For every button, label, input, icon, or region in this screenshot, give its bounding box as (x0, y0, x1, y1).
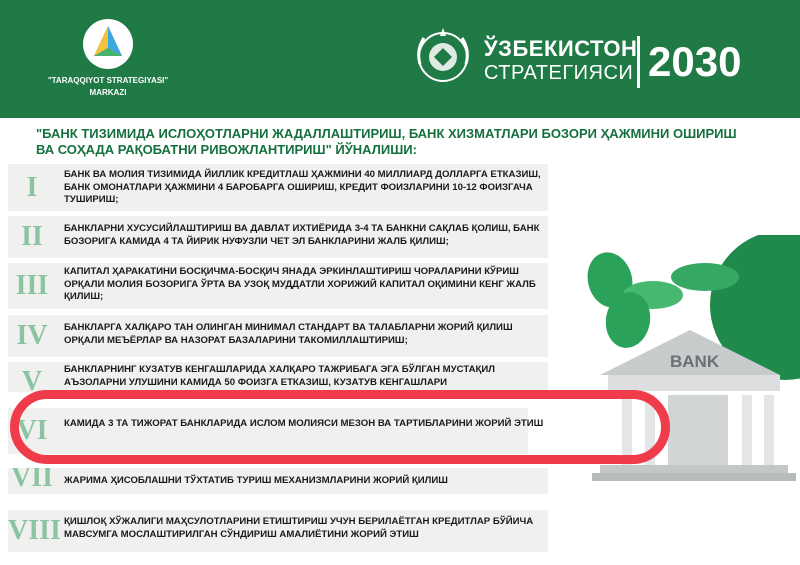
list-item (8, 362, 548, 392)
taraqqiyot-logo (38, 18, 178, 97)
bank-sign: BANK (670, 352, 720, 371)
bank-beam-shape (608, 375, 780, 391)
logo-text-line2: MARKAZI (89, 88, 127, 97)
brand-line2: СТРАТЕГИЯСИ (484, 62, 634, 84)
item-numeral: V (21, 366, 43, 392)
item-text: БАНКЛАРГА ХАЛҚАРО ТАН ОЛИНГАН МИНИМАЛ СТАНДАРТ ВА ТАЛАБЛАРНИ ЖОРИЙ ҚИЛИШ ОРҚАЛИ МЕЪЁРЛАР ВА НАЗОРАТ БАЗАЛАРИНИ ТАКОМИЛЛАШТИРИШ; (64, 322, 513, 346)
item-text: КАПИТАЛ ҲАРАКАТИНИ БОСҚИЧМА-БОСҚИЧ ЯНАДА ЭРКИНЛАШТИРИШ ЧОРАЛАРИНИ КЎРИШ ОРҚАЛИ МОЛИЯ БОЗОРИГА ЎРТА ВА УЗОҚ МУДДАТЛИ ХОРИЖИЙ КАПИТАЛ ОҚИМИНИ КЕНГ ЖАЛБ ҚИЛИШ; (64, 266, 536, 302)
item-text: ҚИШЛОҚ ХЎЖАЛИГИ МАҲСУЛОТЛАРИНИ ЕТИШТИРИШ УЧУН БЕРИЛАЁТГАН КРЕДИТЛАР БЎЙИЧА МАВСУМГА МОСЛАШТИРИЛГАН СЎНДИРИШ АМАЛИЁТИНИ ЖОРИЙ ЭТИШ (64, 516, 534, 540)
brand-line1: ЎЗБЕКИСТОН (484, 36, 638, 61)
header-banner (0, 0, 800, 118)
coin-icon (671, 263, 739, 291)
item-text: КАМИДА 3 ТА ТИЖОРАТ БАНКЛАРИДА ИСЛОМ МОЛИЯСИ МЕЗОН ВА ТАРТИБЛАРИНИ ЖОРИЙ ЭТИШ (64, 418, 544, 429)
list-item (8, 468, 548, 494)
item-numeral: II (21, 221, 43, 252)
item-numeral: IV (16, 320, 48, 351)
item-text: БАНК ВА МОЛИЯ ТИЗИМИДА ЙИЛЛИК КРЕДИТЛАШ ҲАЖМИНИ 40 МИЛЛИАРД ДОЛЛАРГА ЕТКАЗИШ, БАНК ОМОНАТЛАРИ ҲАЖМИНИ 4 БАРОБАРГА ОШИРИШ, КРЕДИТ ФОИЗЛАРИНИ 10-12 ФОИЗГАЧА ТУШИРИШ; (64, 169, 541, 205)
item-numeral: VI (16, 415, 48, 446)
state-emblem-icon (412, 24, 474, 90)
logo-text-line1: "TARAQQIYOT STRATEGIYASI" (47, 76, 169, 85)
brand-year: 2030 (648, 38, 742, 85)
item-numeral: VII (10, 468, 53, 493)
list-item (8, 263, 548, 309)
list-item (8, 164, 548, 211)
section-title: "БАНК ТИЗИМИДА ИСЛОҲОТЛАРНИ ЖАДАЛЛАШТИРИШ, БАНК ХИЗМАТЛАРИ БОЗОРИ ҲАЖМИНИ ОШИРИШ ВА СОҲАДА РАҚОБАТНИ РИВОЖЛАНТИРИШ" ЙЎНАЛИШИ: (36, 126, 737, 157)
brand-divider (637, 36, 640, 88)
list-item (8, 216, 548, 258)
highlight-ellipse (10, 390, 670, 464)
item-numeral: VIII (8, 515, 61, 546)
list-item (8, 510, 548, 552)
item-text: ЖАРИМА ҲИСОБЛАШНИ ТЎХТАТИБ ТУРИШ МЕХАНИЗМЛАРИНИ ЖОРИЙ ҚИЛИШ (64, 475, 448, 486)
item-text: БАНКЛАРНИ ХУСУСИЙЛАШТИРИШ ВА ДАВЛАТ ИХТИЁРИДА 3-4 ТА БАНКНИ САҚЛАБ ҚОЛИШ, БАНК БОЗОРИГА КАМИДА 4 ТА ЙИРИК НУФУЗЛИ ЧЕТ ЭЛ БАНКЛАРИНИ ЖАЛБ ҚИЛИШ; (64, 223, 540, 247)
item-numeral: I (26, 172, 38, 203)
strategy-logo-icon (82, 18, 134, 70)
list-item (8, 315, 548, 357)
item-text: БАНКЛАРНИНГ КУЗАТУВ КЕНГАШЛАРИДА ХАЛҚАРО ТАЖРИБАГА ЭГА БЎЛГАН МУСТАҚИЛ АЪЗОЛАРНИ УЛУШИНИ КАМИДА 50 ФОИЗГА ЕТКАЗИШ, КУЗАТУВ КЕНГАШЛАРИ (64, 364, 495, 388)
item-numeral: III (15, 270, 49, 301)
